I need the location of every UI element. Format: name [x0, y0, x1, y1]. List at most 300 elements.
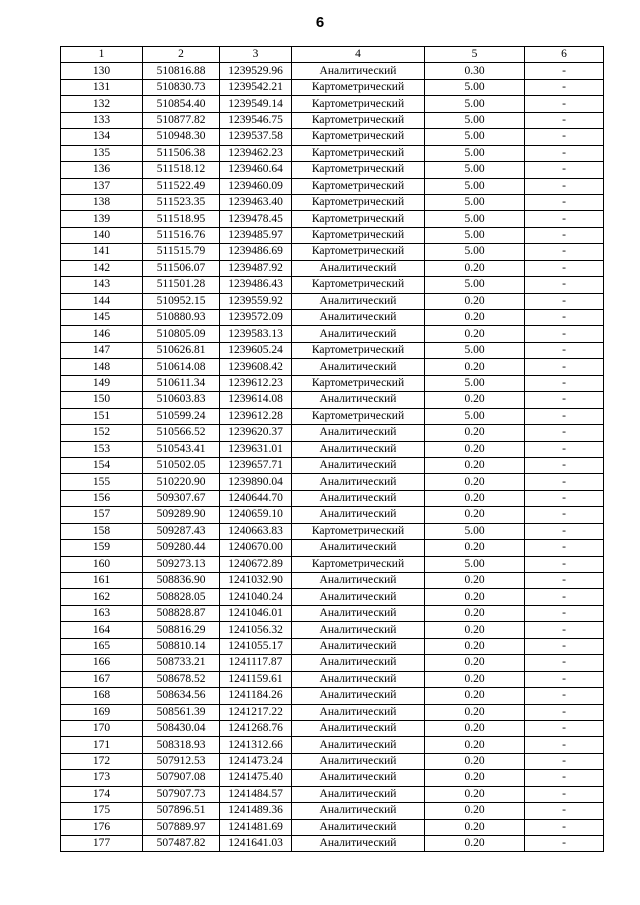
table-cell: 141: [61, 244, 143, 260]
table-cell: 510626.81: [143, 342, 220, 358]
table-cell: 5.00: [425, 244, 525, 260]
table-cell: -: [525, 277, 604, 293]
table-cell: Аналитический: [292, 605, 425, 621]
table-cell: 1239583.13: [220, 326, 292, 342]
table-row: [61, 375, 604, 391]
table-cell: 175: [61, 803, 143, 819]
table-cell: 0.20: [425, 836, 525, 852]
table-cell: 1239537.58: [220, 129, 292, 145]
table-cell: 1239486.69: [220, 244, 292, 260]
table-row: [61, 359, 604, 375]
table-cell: 0.30: [425, 63, 525, 79]
table-cell: 1239572.09: [220, 310, 292, 326]
table-cell: 1241268.76: [220, 720, 292, 736]
table-cell: 511516.76: [143, 227, 220, 243]
table-cell: 1240644.70: [220, 490, 292, 506]
table-cell: 155: [61, 474, 143, 490]
table-cell: Картометрический: [292, 112, 425, 128]
table-cell: 509289.90: [143, 507, 220, 523]
table-cell: 142: [61, 260, 143, 276]
table-cell: Картометрический: [292, 277, 425, 293]
table-cell: 508678.52: [143, 671, 220, 687]
table-row: [61, 63, 604, 79]
table-cell: 5.00: [425, 277, 525, 293]
table-cell: 137: [61, 178, 143, 194]
table-cell: 1241032.90: [220, 573, 292, 589]
table-cell: 510543.41: [143, 441, 220, 457]
table-row: [61, 573, 604, 589]
table-cell: Картометрический: [292, 178, 425, 194]
table-row: [61, 162, 604, 178]
table-cell: Аналитический: [292, 326, 425, 342]
table-cell: 1241046.01: [220, 605, 292, 621]
table-cell: Аналитический: [292, 704, 425, 720]
table-cell: 1241473.24: [220, 753, 292, 769]
column-header: 6: [525, 47, 604, 63]
table-cell: 508828.87: [143, 605, 220, 621]
table-cell: Аналитический: [292, 737, 425, 753]
table-cell: 1241055.17: [220, 638, 292, 654]
table-cell: -: [525, 457, 604, 473]
table-cell: 509273.13: [143, 556, 220, 572]
table-row: [61, 474, 604, 490]
table-cell: 508561.39: [143, 704, 220, 720]
table-cell: 176: [61, 819, 143, 835]
table-cell: 510830.73: [143, 79, 220, 95]
table-row: [61, 671, 604, 687]
table-cell: 1239485.97: [220, 227, 292, 243]
table-cell: 1239463.40: [220, 194, 292, 210]
table-cell: -: [525, 178, 604, 194]
table-cell: 511522.49: [143, 178, 220, 194]
table-cell: Аналитический: [292, 63, 425, 79]
table-cell: 147: [61, 342, 143, 358]
table-cell: Аналитический: [292, 786, 425, 802]
table-cell: 136: [61, 162, 143, 178]
table-cell: 0.20: [425, 720, 525, 736]
table-row: [61, 326, 604, 342]
table-cell: 157: [61, 507, 143, 523]
table-row: [61, 720, 604, 736]
table-cell: 1241641.03: [220, 836, 292, 852]
table-cell: Аналитический: [292, 310, 425, 326]
table-cell: -: [525, 753, 604, 769]
table-cell: Аналитический: [292, 671, 425, 687]
table-cell: 171: [61, 737, 143, 753]
table-cell: Аналитический: [292, 638, 425, 654]
table-cell: 0.20: [425, 671, 525, 687]
table-row: [61, 523, 604, 539]
table-cell: 0.20: [425, 688, 525, 704]
table-cell: 170: [61, 720, 143, 736]
table-cell: Картометрический: [292, 342, 425, 358]
table-cell: -: [525, 129, 604, 145]
table-cell: Картометрический: [292, 244, 425, 260]
table-cell: -: [525, 293, 604, 309]
table-cell: Аналитический: [292, 836, 425, 852]
table-cell: 511515.79: [143, 244, 220, 260]
table-cell: 172: [61, 753, 143, 769]
table-cell: Картометрический: [292, 375, 425, 391]
table-cell: 511501.28: [143, 277, 220, 293]
table-cell: Картометрический: [292, 129, 425, 145]
table-cell: 507889.97: [143, 819, 220, 835]
table-cell: 152: [61, 425, 143, 441]
table-cell: Картометрический: [292, 556, 425, 572]
table-cell: 0.20: [425, 753, 525, 769]
table-row: [61, 803, 604, 819]
table-cell: Аналитический: [292, 720, 425, 736]
table-cell: 509307.67: [143, 490, 220, 506]
table-cell: 153: [61, 441, 143, 457]
table-cell: 510614.08: [143, 359, 220, 375]
column-header: 1: [61, 47, 143, 63]
table-cell: 510566.52: [143, 425, 220, 441]
table-cell: 1239460.09: [220, 178, 292, 194]
table-cell: 508836.90: [143, 573, 220, 589]
table-cell: 0.20: [425, 293, 525, 309]
table-cell: Картометрический: [292, 211, 425, 227]
table-cell: Аналитический: [292, 474, 425, 490]
table-cell: 1239542.21: [220, 79, 292, 95]
table-cell: 510816.88: [143, 63, 220, 79]
table-cell: 510877.82: [143, 112, 220, 128]
table-cell: 162: [61, 589, 143, 605]
table-cell: Картометрический: [292, 145, 425, 161]
table-cell: Картометрический: [292, 408, 425, 424]
table-cell: 1239612.28: [220, 408, 292, 424]
table-cell: -: [525, 556, 604, 572]
table-cell: Картометрический: [292, 162, 425, 178]
table-cell: 1239462.23: [220, 145, 292, 161]
table-cell: 1240672.89: [220, 556, 292, 572]
table-cell: Аналитический: [292, 803, 425, 819]
table-cell: 5.00: [425, 408, 525, 424]
table-cell: 135: [61, 145, 143, 161]
table-cell: 156: [61, 490, 143, 506]
table-cell: 5.00: [425, 79, 525, 95]
table-cell: 510805.09: [143, 326, 220, 342]
table-cell: 143: [61, 277, 143, 293]
table-cell: 1239478.45: [220, 211, 292, 227]
table-cell: 133: [61, 112, 143, 128]
table-cell: -: [525, 326, 604, 342]
table-cell: 168: [61, 688, 143, 704]
table-cell: 509287.43: [143, 523, 220, 539]
table-cell: 508816.29: [143, 622, 220, 638]
table-cell: -: [525, 523, 604, 539]
table-row: [61, 490, 604, 506]
table-cell: 1241217.22: [220, 704, 292, 720]
table-cell: Аналитический: [292, 688, 425, 704]
table-cell: 174: [61, 786, 143, 802]
table-cell: 146: [61, 326, 143, 342]
table-cell: 510948.30: [143, 129, 220, 145]
table-row: [61, 293, 604, 309]
table-cell: 511518.12: [143, 162, 220, 178]
table-cell: -: [525, 359, 604, 375]
table-cell: 1239657.71: [220, 457, 292, 473]
column-header: 3: [220, 47, 292, 63]
table-cell: 1240663.83: [220, 523, 292, 539]
table-cell: Аналитический: [292, 293, 425, 309]
table-row: [61, 688, 604, 704]
page-number: 6: [315, 14, 325, 31]
table-cell: 140: [61, 227, 143, 243]
table-cell: -: [525, 310, 604, 326]
table-cell: -: [525, 441, 604, 457]
table-cell: 509280.44: [143, 540, 220, 556]
table-cell: 0.20: [425, 441, 525, 457]
table-cell: 0.20: [425, 474, 525, 490]
coordinates-table: [60, 46, 604, 852]
table-cell: 148: [61, 359, 143, 375]
table-cell: Аналитический: [292, 490, 425, 506]
table-cell: 1240659.10: [220, 507, 292, 523]
table-cell: -: [525, 112, 604, 128]
table-cell: 5.00: [425, 227, 525, 243]
table-cell: 130: [61, 63, 143, 79]
table-cell: 1241159.61: [220, 671, 292, 687]
table-cell: -: [525, 227, 604, 243]
table-cell: -: [525, 79, 604, 95]
table-row: [61, 129, 604, 145]
table-cell: 508828.05: [143, 589, 220, 605]
table-cell: Аналитический: [292, 540, 425, 556]
table-cell: -: [525, 260, 604, 276]
table-cell: Аналитический: [292, 425, 425, 441]
table-cell: 0.20: [425, 490, 525, 506]
table-cell: 0.20: [425, 540, 525, 556]
table-row: [61, 540, 604, 556]
table-cell: 166: [61, 655, 143, 671]
table-cell: 163: [61, 605, 143, 621]
table-cell: 0.20: [425, 786, 525, 802]
table-cell: 1241489.36: [220, 803, 292, 819]
table-cell: 0.20: [425, 655, 525, 671]
table-cell: 0.20: [425, 589, 525, 605]
table-cell: 1239612.23: [220, 375, 292, 391]
table-row: [61, 194, 604, 210]
table-row: [61, 457, 604, 473]
table-cell: 164: [61, 622, 143, 638]
table-cell: 1241056.32: [220, 622, 292, 638]
table-cell: 5.00: [425, 129, 525, 145]
table-cell: 131: [61, 79, 143, 95]
table-cell: Аналитический: [292, 441, 425, 457]
table-cell: Аналитический: [292, 770, 425, 786]
table-cell: 508430.04: [143, 720, 220, 736]
table-cell: 177: [61, 836, 143, 852]
table-cell: -: [525, 786, 604, 802]
table-cell: 1241184.26: [220, 688, 292, 704]
table-row: [61, 786, 604, 802]
table-cell: -: [525, 96, 604, 112]
table-cell: 1239460.64: [220, 162, 292, 178]
table-row: [61, 836, 604, 852]
table-row: [61, 260, 604, 276]
table-cell: 511523.35: [143, 194, 220, 210]
table-cell: -: [525, 688, 604, 704]
table-cell: 5.00: [425, 112, 525, 128]
table-cell: Картометрический: [292, 194, 425, 210]
table-cell: 5.00: [425, 96, 525, 112]
table-cell: -: [525, 425, 604, 441]
table-row: [61, 342, 604, 358]
table-cell: -: [525, 375, 604, 391]
table-cell: -: [525, 704, 604, 720]
table-cell: 0.20: [425, 622, 525, 638]
table-cell: 165: [61, 638, 143, 654]
table-cell: 5.00: [425, 145, 525, 161]
table-cell: 510854.40: [143, 96, 220, 112]
table-cell: 0.20: [425, 326, 525, 342]
table-cell: 507907.08: [143, 770, 220, 786]
table-row: [61, 79, 604, 95]
table-cell: 0.20: [425, 573, 525, 589]
table-cell: 0.20: [425, 770, 525, 786]
table-cell: Картометрический: [292, 227, 425, 243]
table-cell: 5.00: [425, 556, 525, 572]
table-row: [61, 737, 604, 753]
table-cell: -: [525, 244, 604, 260]
table-row: [61, 605, 604, 621]
table-cell: 173: [61, 770, 143, 786]
table-body: [61, 63, 604, 852]
table-cell: 1239529.96: [220, 63, 292, 79]
table-row: [61, 441, 604, 457]
table-cell: -: [525, 720, 604, 736]
table-cell: Картометрический: [292, 523, 425, 539]
table-cell: -: [525, 211, 604, 227]
table-header-row: [61, 47, 604, 63]
table-cell: 169: [61, 704, 143, 720]
table-cell: 1241475.40: [220, 770, 292, 786]
table-cell: -: [525, 803, 604, 819]
table-cell: 5.00: [425, 342, 525, 358]
table-cell: 1241040.24: [220, 589, 292, 605]
table-row: [61, 622, 604, 638]
table-cell: 1239614.08: [220, 392, 292, 408]
table-cell: 1239486.43: [220, 277, 292, 293]
table-cell: 5.00: [425, 194, 525, 210]
table-cell: 0.20: [425, 704, 525, 720]
table-row: [61, 112, 604, 128]
table-cell: 1240670.00: [220, 540, 292, 556]
table-cell: 507907.73: [143, 786, 220, 802]
table-cell: Аналитический: [292, 457, 425, 473]
table-cell: 1239890.04: [220, 474, 292, 490]
table-cell: 1239620.37: [220, 425, 292, 441]
table-cell: 160: [61, 556, 143, 572]
table-cell: Аналитический: [292, 573, 425, 589]
table-cell: -: [525, 737, 604, 753]
table-cell: 158: [61, 523, 143, 539]
table-cell: 508733.21: [143, 655, 220, 671]
table-cell: -: [525, 589, 604, 605]
table-cell: 1239559.92: [220, 293, 292, 309]
table-row: [61, 425, 604, 441]
table-row: [61, 178, 604, 194]
table-cell: 510599.24: [143, 408, 220, 424]
table-cell: 0.20: [425, 737, 525, 753]
table-cell: Картометрический: [292, 96, 425, 112]
table-cell: 511506.07: [143, 260, 220, 276]
column-header: 4: [292, 47, 425, 63]
table-cell: 511518.95: [143, 211, 220, 227]
table-row: [61, 408, 604, 424]
table-cell: Аналитический: [292, 392, 425, 408]
table-cell: 5.00: [425, 523, 525, 539]
table-cell: Аналитический: [292, 622, 425, 638]
table-row: [61, 310, 604, 326]
table-cell: -: [525, 408, 604, 424]
table-cell: 149: [61, 375, 143, 391]
table-cell: 0.20: [425, 260, 525, 276]
table-cell: 132: [61, 96, 143, 112]
table-cell: 1239546.75: [220, 112, 292, 128]
table-cell: 0.20: [425, 819, 525, 835]
table-cell: 0.20: [425, 359, 525, 375]
table-cell: 510880.93: [143, 310, 220, 326]
table-cell: 0.20: [425, 310, 525, 326]
table-cell: 507912.53: [143, 753, 220, 769]
table-row: [61, 819, 604, 835]
column-header: 5: [425, 47, 525, 63]
table-cell: -: [525, 622, 604, 638]
table-cell: 134: [61, 129, 143, 145]
table-cell: 508634.56: [143, 688, 220, 704]
table-row: [61, 392, 604, 408]
table-cell: 510220.90: [143, 474, 220, 490]
table-cell: -: [525, 507, 604, 523]
table-cell: 0.20: [425, 605, 525, 621]
table-row: [61, 589, 604, 605]
table-row: [61, 145, 604, 161]
table-cell: 1239608.42: [220, 359, 292, 375]
table-row: [61, 244, 604, 260]
table-row: [61, 277, 604, 293]
table-cell: 161: [61, 573, 143, 589]
table-cell: -: [525, 819, 604, 835]
table-cell: 508810.14: [143, 638, 220, 654]
table-row: [61, 507, 604, 523]
table-cell: 510952.15: [143, 293, 220, 309]
table-cell: 1239631.01: [220, 441, 292, 457]
table-cell: 1241117.87: [220, 655, 292, 671]
table-cell: 510603.83: [143, 392, 220, 408]
table-cell: 5.00: [425, 178, 525, 194]
table-cell: 0.20: [425, 457, 525, 473]
table-cell: 508318.93: [143, 737, 220, 753]
table-cell: -: [525, 671, 604, 687]
table-cell: -: [525, 392, 604, 408]
table-cell: -: [525, 638, 604, 654]
table-cell: 0.20: [425, 638, 525, 654]
table-cell: Аналитический: [292, 655, 425, 671]
table-row: [61, 638, 604, 654]
table-cell: 138: [61, 194, 143, 210]
table-cell: Аналитический: [292, 359, 425, 375]
table-cell: -: [525, 63, 604, 79]
table-cell: Аналитический: [292, 819, 425, 835]
table-cell: -: [525, 573, 604, 589]
table-cell: 510611.34: [143, 375, 220, 391]
table-row: [61, 96, 604, 112]
table-cell: Аналитический: [292, 589, 425, 605]
table-cell: Картометрический: [292, 79, 425, 95]
table-cell: 5.00: [425, 211, 525, 227]
